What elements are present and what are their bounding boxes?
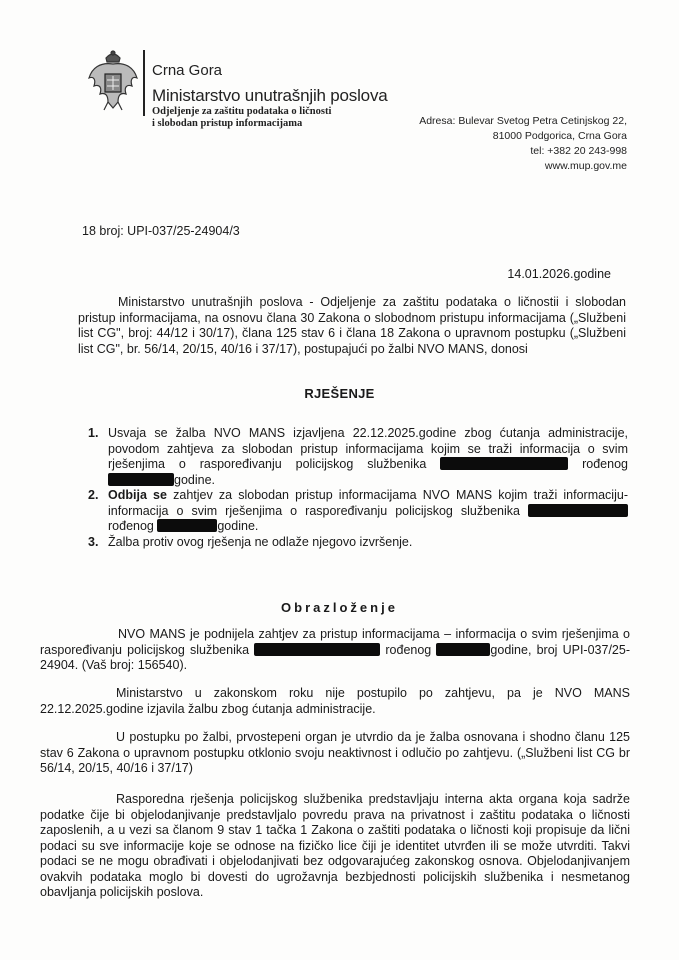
address-website[interactable]: www.mup.gov.me [544, 160, 627, 172]
redaction-block [254, 643, 380, 656]
department-name [152, 106, 331, 130]
reference-number: 18 broj: UPI-037/25-24904/3 [82, 224, 240, 238]
decision-list [88, 426, 628, 550]
reasoning-paragraph-2: Ministarstvo u zakonskom roku nije postupilo po zahtjevu, pa je NVO MANS 22.12.2025.godine izjavila žalbu zbog ćutanja administracije. [40, 686, 630, 716]
redaction-block [157, 519, 217, 532]
redaction-block [440, 457, 568, 470]
address-phone: tel: +382 20 243-998 [530, 145, 627, 157]
decision-item-1: 1. Usvaja se žalba NVO MANS izjavljena 22.12.2025.godine zbog ćutanja administracije, povodom zahtjeva za slobodan pristup informacijama kojim se traži informacija o svim rješenjima o raspoređivanju policijskog službenika rođenog godine. [88, 426, 628, 487]
reject-label: Odbija se [108, 488, 167, 502]
ministry-name: Ministarstvo unutrašnjih poslova [152, 86, 388, 105]
reasoning-heading: Obrazloženje [281, 600, 398, 615]
department-line-1: Odjeljenje za zaštitu podataka o ličnosti [152, 106, 332, 117]
item-number: 1. [88, 426, 99, 440]
redaction-block [108, 473, 174, 486]
reasoning-paragraph-1: NVO MANS je podnijela zahtjev za pristup informacijama – informacija o svim rješenjima o raspoređivanju policijskog službenika rođenog godine, broj UPI-037/25-24904. (Vaš broj: 156540). [40, 627, 630, 672]
reasoning-paragraph-3: U postupku po žalbi, prvostepeni organ je utvrdio da je žalba osnovana i shodno članu 125 stav 6 Zakona o upravnom postupku otklonio svoju neaktivnost i odlučio po zahtjevu. („Službeni list CG br 56/14, 20/15, 40/16 i 37/17) [40, 730, 630, 775]
document-date: 14.01.2026.godine [507, 267, 611, 281]
item-number: 3. [88, 534, 99, 549]
intro-paragraph: Ministarstvo unutrašnjih poslova - Odjeljenje za zaštitu podataka o ličnostii i slobodan pristup informacijama, na osnovu člana 30 Zakona o slobodnom pristupu informacijama („Službeni list CG", broj: 44/12 i 30/17), člana 125 stav 6 i člana 18 Zakona o upravnom postupku („Službeni list CG", br. 56/14, 20/15, 40/16 i 37/17), postupajući po žalbi NVO MANS, donosi [78, 295, 626, 356]
item-number: 2. [88, 488, 99, 502]
redaction-block [528, 504, 628, 517]
decision-item-3: 3. Žalba protiv ovog rješenja ne odlaže njegovo izvršenje. [88, 534, 413, 549]
country-name: Crna Gora [152, 62, 223, 79]
address-city: 81000 Podgorica, Crna Gora [492, 130, 627, 142]
reasoning-paragraph-4: Rasporedna rješenja policijskog službenika predstavljaju interna akta organa koja sadrže podatke čije bi objelodanjivanje predstavljalo povredu prava na privatnost i zaštitu podataka o ličnosti zaposlenih, a u vezi sa članom 9 stav 1 tačka 1 Zakona o zaštiti podataka o ličnosti koji propisuje da lični podaci su sve informacije koje se odnose na fizičko lice čiji je identitet utvrđen ili se može utvrditi. Takvi podaci se ne mogu obrađivati i objelodanjivati bez odgovarajućeg zakonskog osnova. Objelodanjivanjem ovakvih podataka moglo bi dovesti do ugrožavnja bezbjednosti policijskih službenika i nesmetanog obavljanja policijskih poslova. [40, 792, 630, 899]
coat-of-arms-icon [86, 48, 140, 112]
redaction-block [436, 643, 490, 656]
decision-heading: RJEŠENJE [304, 386, 375, 401]
address-street: Adresa: Bulevar Svetog Petra Cetinjskog 22, [419, 115, 627, 127]
department-line-2: i slobodan pristup informacijama [152, 118, 303, 129]
letterhead-divider [143, 50, 145, 116]
address-block [419, 114, 627, 174]
decision-item-2: 2. Odbija se zahtjev za slobodan pristup informacijama NVO MANS kojim traži informaciju-informacija o svim rješenjima o raspoređivanju policijskog službenika rođenog godine. [88, 488, 628, 533]
